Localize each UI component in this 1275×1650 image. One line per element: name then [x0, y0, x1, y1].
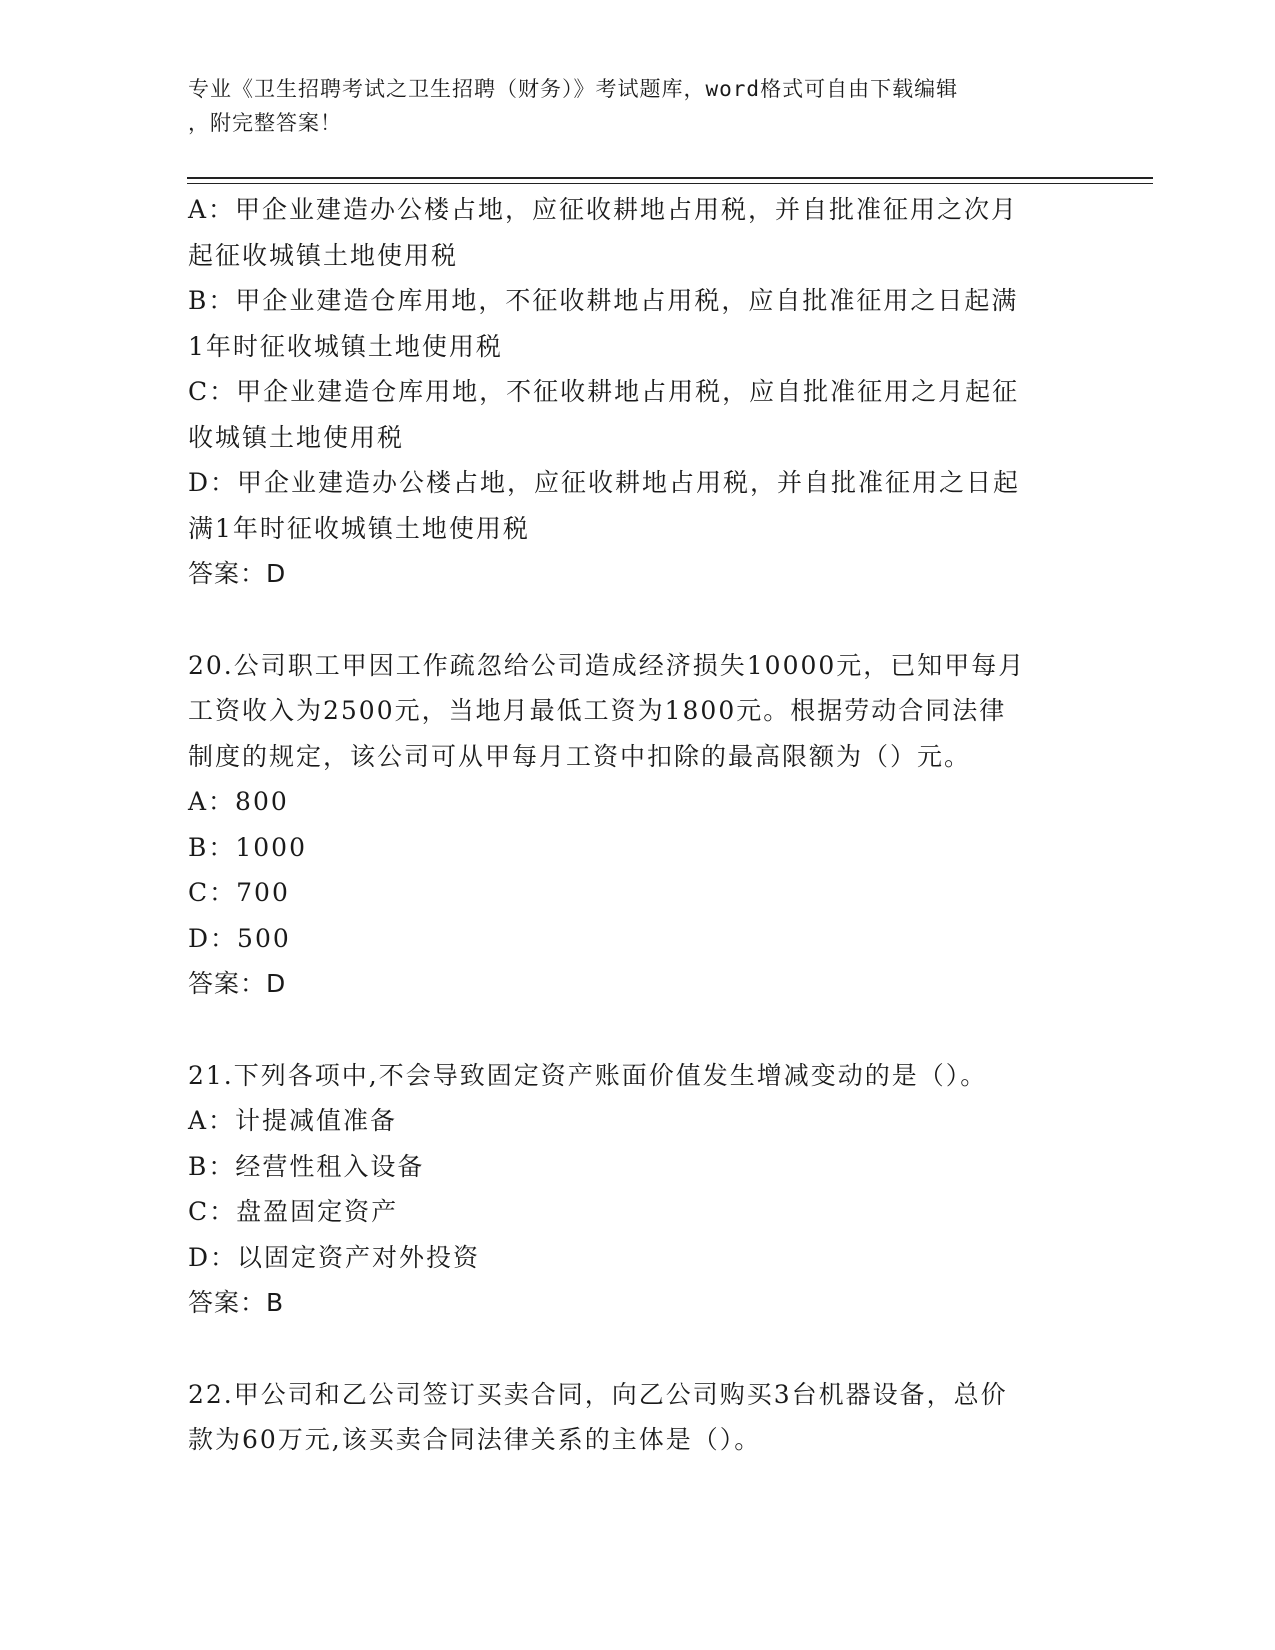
answer-label: 答案：B — [188, 1288, 285, 1317]
option-line: D：甲企业建造办公楼占地，应征收耕地占用税，并自批准征用之日起 — [188, 468, 1021, 497]
option-line: A：甲企业建造办公楼占地，应征收耕地占用税，并自批准征用之次月 — [188, 195, 1019, 224]
header-rule-thin — [187, 183, 1153, 184]
question-stem-line: 21.下列各项中,不会导致固定资产账面价值发生增减变动的是（）。 — [188, 1060, 988, 1090]
spacer — [188, 597, 1088, 643]
question-21 — [188, 1053, 1088, 1326]
option-d — [188, 460, 1088, 551]
option-b — [188, 278, 1088, 369]
question-content — [188, 187, 1088, 1463]
question-20 — [188, 643, 1088, 1007]
option-d: D：以固定资产对外投资 — [188, 1242, 481, 1272]
option-a: A：计提减值准备 — [188, 1106, 398, 1135]
option-line: C：甲企业建造仓库用地，不征收耕地占用税，应自批准征用之月起征 — [188, 377, 1020, 406]
question-stem-line: 制度的规定，该公司可从甲每月工资中扣除的最高限额为（）元。 — [188, 741, 972, 771]
question-stem-line: 20.公司职工甲因工作疏忽给公司造成经济损失10000元，已知甲每月 — [188, 650, 1026, 680]
question-stem-line: 款为60万元,该买卖合同法律关系的主体是（）。 — [188, 1425, 762, 1454]
spacer — [188, 1326, 1088, 1372]
header-rule-thick — [187, 177, 1153, 179]
option-line: 1年时征收城镇土地使用税 — [188, 331, 503, 361]
document-header — [188, 72, 1068, 140]
question-19 — [188, 187, 1088, 597]
answer-label: 答案：D — [188, 969, 287, 998]
header-line-1: 专业《卫生招聘考试之卫生招聘（财务）》考试题库，word格式可自由下载编辑 — [188, 77, 959, 101]
option-c — [188, 369, 1088, 460]
question-stem-line: 22.甲公司和乙公司签订买卖合同，向乙公司购买3台机器设备，总价 — [188, 1379, 1008, 1409]
option-b: B：1000 — [188, 832, 307, 862]
option-b: B：经营性租入设备 — [188, 1151, 425, 1181]
option-c: C：盘盈固定资产 — [188, 1197, 399, 1226]
question-stem-line: 工资收入为2500元，当地月最低工资为1800元。根据劳动合同法律 — [188, 696, 1007, 725]
question-22 — [188, 1372, 1088, 1463]
option-line: 满1年时征收城镇土地使用税 — [188, 513, 530, 543]
option-line: 起征收城镇土地使用税 — [188, 240, 459, 270]
option-line: B：甲企业建造仓库用地，不征收耕地占用税，应自批准征用之日起满 — [188, 286, 1019, 315]
option-a: A：800 — [188, 787, 289, 816]
option-c: C：700 — [188, 878, 290, 907]
option-a — [188, 187, 1088, 278]
option-line: 收城镇土地使用税 — [188, 422, 405, 452]
header-line-2: ，附完整答案！ — [188, 111, 342, 135]
spacer — [188, 1007, 1088, 1053]
option-d: D：500 — [188, 923, 291, 953]
answer-label: 答案：D — [188, 559, 287, 588]
